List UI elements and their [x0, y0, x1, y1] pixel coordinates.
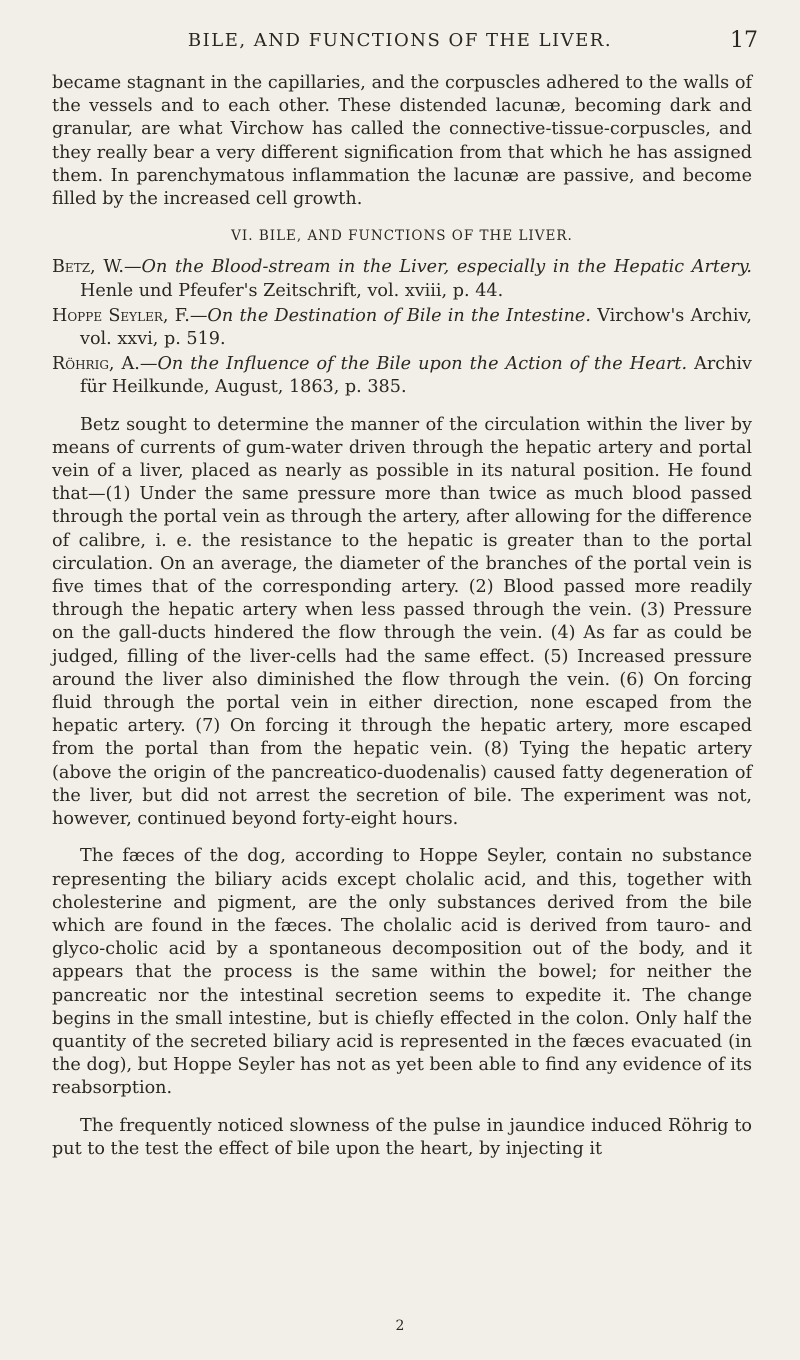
reference-entry: Röhrig, A.—On the Influence of the Bile upon the Action of the Heart. Archiv für Heilkunde, August, 1863, p. 385.	[52, 354, 752, 398]
running-head-title: BILE, AND FUNCTIONS OF THE LIVER.	[187, 30, 613, 51]
paragraph-rohrig: The frequently noticed slowness of the pulse in jaundice induced Röhrig to put to the test the effect of bile upon the heart, by injecting it	[52, 1115, 752, 1159]
section-heading: VI. BILE, AND FUNCTIONS OF THE LIVER.	[231, 228, 573, 245]
reference-source: Virchow's Archiv, vol. xxvi, p. 519.	[80, 305, 752, 350]
reference-title: On the Blood-stream in the Liver, especially in the Hepatic Artery.	[141, 257, 752, 278]
reference-author: Röhrig, A.	[52, 354, 140, 375]
reference-source: Henle und Pfeufer's Zeitschrift, vol. xviii, p. 44.	[80, 280, 504, 301]
reference-entry: Betz, W.—On the Blood-stream in the Liver, especially in the Hepatic Artery. Henle und Pfeufer's Zeitschrift, vol. xviii, p. 44.	[52, 257, 752, 301]
reference-source: Archiv für Heilkunde, August, 1863, p. 385.	[80, 354, 752, 398]
body-text	[52, 72, 752, 1161]
reference-title: On the Destination of Bile in the Intestine.	[207, 305, 591, 326]
reference-list	[52, 256, 752, 399]
paragraph-hoppe-seyler: The fæces of the dog, according to Hoppe Seyler, contain no substance representing the biliary acids except cholalic acid, and this, together with cholesterine and pigment, are the only substances derived from the bile which are found in the fæces. The cholalic acid is derived from tauro- and glyco-cholic acid by a spontaneous decomposition out of the body, and it appears that the process is the same within the bowel; for neither the pancreatic nor the intestinal secretion seems to expedite it. The change begins in the small intestine, but is chiefly effected in the colon. Only half the quantity of the secreted biliary acid is represented in the fæces evacuated (in the dog), but Hoppe Seyler has not as yet been able to find any evidence of its reabsorption.	[52, 846, 752, 1099]
reference-author: Betz, W.	[52, 257, 124, 278]
reference-entry: Hoppe Seyler, F.—On the Destination of Bile in the Intestine. Virchow's Archiv, vol. xxvi, p. 519.	[52, 305, 752, 350]
paragraph-betz: Betz sought to determine the manner of the circulation within the liver by means of currents of gum-water driven through the hepatic artery and portal vein of a liver, placed as nearly as possible in its natural position. He found that—(1) Under the same pressure more than twice as much blood passed through the portal vein as through the artery, after allowing for the difference of calibre, i. e. the resistance to the hepatic is greater than to the portal circulation. On an average, the diameter of the branches of the portal vein is five times that of the corresponding artery. (2) Blood passed more readily through the hepatic artery when less passed through the vein. (3) Pressure on the gall-ducts hindered the flow through the vein. (4) As far as could be judged, filling of the liver-cells had the same effect. (5) Increased pressure around the liver also diminished the flow through the vein. (6) On forcing fluid through the portal vein in either direction, none escaped from the hepatic artery. (7) On forcing it through the hepatic artery, more escaped from the portal than from the hepatic vein. (8) Tying the hepatic artery (above the origin of the pancreatico-duodenalis) caused fatty degeneration of the liver, but did not arrest the secretion of bile. The experiment was not, however, continued beyond forty-eight hours.	[52, 414, 752, 830]
reference-author: Hoppe Seyler, F.	[52, 305, 190, 326]
continuation-paragraph: became stagnant in the capillaries, and the corpuscles adhered to the walls of the vessels and to each other. These distended lacunæ, becoming dark and granular, are what Virchow has called the connective-tissue-corpuscles, and they really bear a very different signification from that which he has assigned them. In parenchymatous inflammation the lacunæ are passive, and become filled by the increased cell growth.	[52, 73, 752, 210]
signature-mark: 2	[395, 1318, 405, 1334]
reference-title: On the Influence of the Bile upon the Action of the Heart.	[157, 354, 688, 375]
running-head	[0, 26, 800, 56]
page-number: 17	[730, 28, 758, 53]
